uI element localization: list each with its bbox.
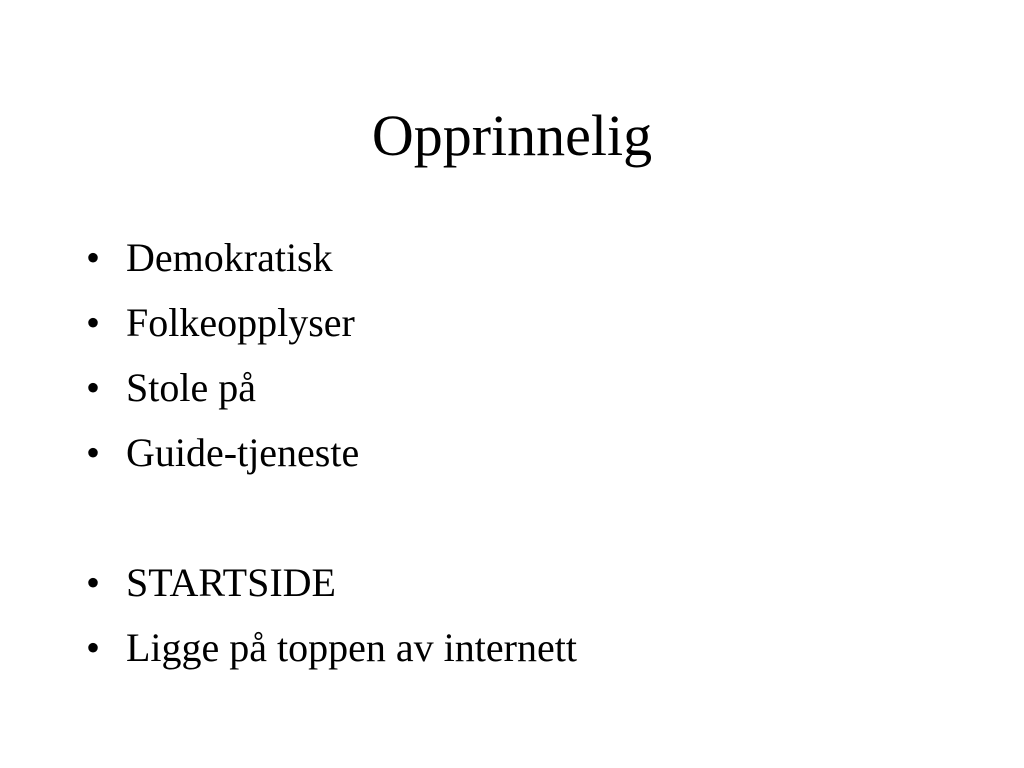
bullet-text: STARTSIDE: [126, 560, 336, 605]
bullet-icon: •: [86, 300, 101, 345]
bullet-icon: •: [86, 430, 101, 475]
bullet-item-demokratisk: [86, 225, 966, 290]
bullet-text: Ligge på toppen av internett: [126, 625, 577, 670]
bullet-icon: •: [86, 625, 101, 670]
bullet-icon: •: [86, 560, 101, 605]
bullet-text: Guide-tjeneste: [126, 430, 360, 475]
bullet-text: Folkeopplyser: [126, 300, 355, 345]
bullet-item-folkeopplyser: [86, 290, 966, 355]
bullet-text: Demokratisk: [126, 235, 333, 280]
slide-title: Opprinnelig: [371, 103, 653, 168]
bullet-list: [86, 225, 966, 680]
bullet-icon: •: [86, 235, 101, 280]
bullet-text: Stole på: [126, 365, 256, 410]
bullet-item-startside: [86, 550, 966, 615]
bullet-spacer: [86, 485, 966, 550]
bullet-item-ligge-pa-toppen: [86, 615, 966, 680]
bullet-item-guide-tjeneste: [86, 420, 966, 485]
bullet-icon: •: [86, 365, 101, 410]
bullet-item-stole-pa: [86, 355, 966, 420]
